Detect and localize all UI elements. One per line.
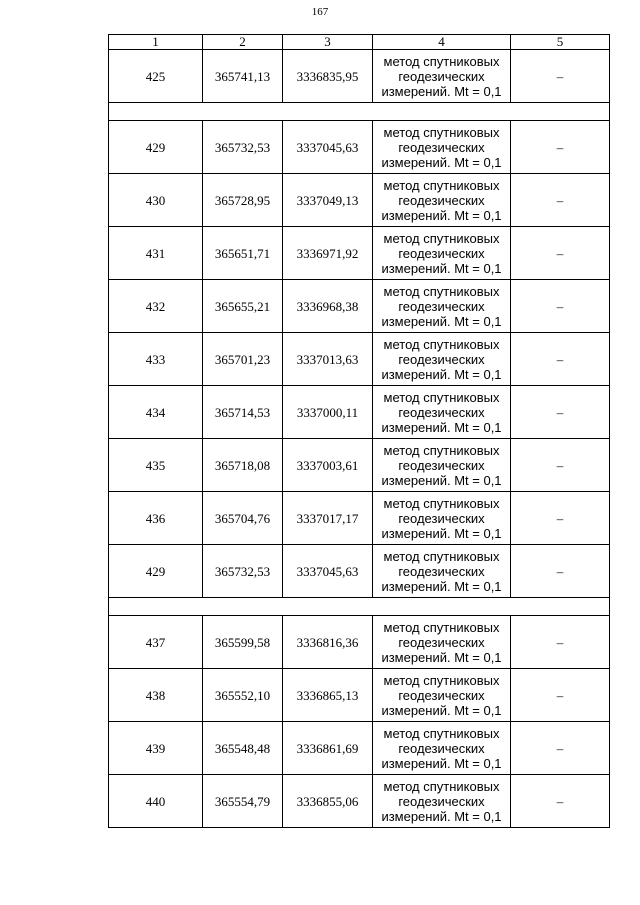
point-number-cell: 437 (109, 616, 203, 669)
table-row (109, 121, 610, 174)
method-line: геодезических (398, 192, 485, 208)
x-coordinate-cell: 365599,58 (203, 616, 283, 669)
point-number-cell: 430 (109, 174, 203, 227)
x-coordinate-cell: 365701,23 (203, 333, 283, 386)
table-body (109, 35, 610, 828)
method-line: измерений. Mt = 0,1 (381, 525, 502, 541)
method-cell (373, 386, 511, 439)
page-number: 167 (311, 6, 329, 18)
method-line: измерений. Mt = 0,1 (381, 578, 502, 594)
method-line: метод спутниковых (383, 177, 500, 193)
y-coordinate-cell: 3336861,69 (283, 722, 373, 775)
table-row (109, 333, 610, 386)
method-line: метод спутниковых (383, 283, 500, 299)
table-row (109, 174, 610, 227)
table-row (109, 616, 610, 669)
method-line: измерений. Mt = 0,1 (381, 207, 502, 223)
table-row (109, 669, 610, 722)
method-line: метод спутниковых (383, 336, 500, 352)
method-line: геодезических (398, 139, 485, 155)
x-coordinate-cell: 365732,53 (203, 121, 283, 174)
method-line: геодезических (398, 740, 485, 756)
method-line: метод спутниковых (383, 548, 500, 564)
method-line: геодезических (398, 245, 485, 261)
table-row (109, 386, 610, 439)
point-number-cell: 429 (109, 545, 203, 598)
method-line: геодезических (398, 634, 485, 650)
x-coordinate-cell: 365651,71 (203, 227, 283, 280)
point-number-cell: 432 (109, 280, 203, 333)
note-cell: – (511, 280, 610, 333)
note-cell: – (511, 333, 610, 386)
y-coordinate-cell: 3336971,92 (283, 227, 373, 280)
y-coordinate-cell: 3336816,36 (283, 616, 373, 669)
y-coordinate-cell: 3337045,63 (283, 545, 373, 598)
method-line: метод спутниковых (383, 619, 500, 635)
x-coordinate-cell: 365552,10 (203, 669, 283, 722)
method-line: метод спутниковых (383, 672, 500, 688)
method-cell (373, 545, 511, 598)
note-cell: – (511, 722, 610, 775)
method-line: измерений. Mt = 0,1 (381, 702, 502, 718)
point-number-cell: 440 (109, 775, 203, 828)
note-cell: – (511, 439, 610, 492)
method-cell (373, 227, 511, 280)
note-cell: – (511, 669, 610, 722)
y-coordinate-cell: 3336865,13 (283, 669, 373, 722)
header-cell-3: 3 (283, 35, 373, 50)
method-cell (373, 121, 511, 174)
method-cell (373, 439, 511, 492)
separator-cell (109, 103, 610, 121)
method-line: измерений. Mt = 0,1 (381, 472, 502, 488)
note-cell: – (511, 386, 610, 439)
point-number-cell: 438 (109, 669, 203, 722)
point-number-cell: 425 (109, 50, 203, 103)
method-line: геодезических (398, 298, 485, 314)
method-line: геодезических (398, 563, 485, 579)
x-coordinate-cell: 365548,48 (203, 722, 283, 775)
method-line: метод спутниковых (383, 778, 500, 794)
x-coordinate-cell: 365704,76 (203, 492, 283, 545)
note-cell: – (511, 121, 610, 174)
coordinates-table (108, 34, 610, 828)
header-cell-5: 5 (511, 35, 610, 50)
note-cell: – (511, 545, 610, 598)
method-cell (373, 669, 511, 722)
header-cell-2: 2 (203, 35, 283, 50)
table-row (109, 439, 610, 492)
coordinates-table-container (108, 34, 609, 828)
point-number-cell: 436 (109, 492, 203, 545)
method-cell (373, 722, 511, 775)
method-line: геодезических (398, 687, 485, 703)
method-cell (373, 492, 511, 545)
x-coordinate-cell: 365554,79 (203, 775, 283, 828)
method-cell (373, 174, 511, 227)
table-row (109, 492, 610, 545)
method-cell (373, 280, 511, 333)
method-line: метод спутниковых (383, 495, 500, 511)
header-cell-4: 4 (373, 35, 511, 50)
table-row (109, 227, 610, 280)
method-line: измерений. Mt = 0,1 (381, 313, 502, 329)
point-number-cell: 431 (109, 227, 203, 280)
y-coordinate-cell: 3336855,06 (283, 775, 373, 828)
point-number-cell: 434 (109, 386, 203, 439)
y-coordinate-cell: 3337045,63 (283, 121, 373, 174)
separator-cell (109, 598, 610, 616)
method-line: геодезических (398, 457, 485, 473)
y-coordinate-cell: 3336968,38 (283, 280, 373, 333)
note-cell: – (511, 50, 610, 103)
note-cell: – (511, 492, 610, 545)
method-line: метод спутниковых (383, 389, 500, 405)
method-line: геодезических (398, 510, 485, 526)
note-cell: – (511, 775, 610, 828)
x-coordinate-cell: 365714,53 (203, 386, 283, 439)
point-number-cell: 429 (109, 121, 203, 174)
method-line: измерений. Mt = 0,1 (381, 419, 502, 435)
note-cell: – (511, 227, 610, 280)
header-row (109, 35, 610, 50)
x-coordinate-cell: 365718,08 (203, 439, 283, 492)
method-line: геодезических (398, 351, 485, 367)
header-cell-1: 1 (109, 35, 203, 50)
x-coordinate-cell: 365732,53 (203, 545, 283, 598)
point-number-cell: 433 (109, 333, 203, 386)
method-cell (373, 616, 511, 669)
method-line: метод спутниковых (383, 725, 500, 741)
method-line: измерений. Mt = 0,1 (381, 154, 502, 170)
method-line: метод спутниковых (383, 230, 500, 246)
method-line: измерений. Mt = 0,1 (381, 83, 502, 99)
note-cell: – (511, 616, 610, 669)
table-row (109, 722, 610, 775)
x-coordinate-cell: 365655,21 (203, 280, 283, 333)
separator-row (109, 103, 610, 121)
method-line: метод спутниковых (383, 124, 500, 140)
x-coordinate-cell: 365728,95 (203, 174, 283, 227)
y-coordinate-cell: 3337017,17 (283, 492, 373, 545)
method-line: геодезических (398, 793, 485, 809)
method-line: измерений. Mt = 0,1 (381, 649, 502, 665)
method-cell (373, 775, 511, 828)
method-line: метод спутниковых (383, 53, 500, 69)
method-line: геодезических (398, 404, 485, 420)
method-line: измерений. Mt = 0,1 (381, 366, 502, 382)
table-row (109, 50, 610, 103)
method-cell (373, 50, 511, 103)
point-number-cell: 435 (109, 439, 203, 492)
separator-row (109, 598, 610, 616)
y-coordinate-cell: 3337049,13 (283, 174, 373, 227)
y-coordinate-cell: 3336835,95 (283, 50, 373, 103)
note-cell: – (511, 174, 610, 227)
x-coordinate-cell: 365741,13 (203, 50, 283, 103)
method-cell (373, 333, 511, 386)
method-line: геодезических (398, 68, 485, 84)
method-line: измерений. Mt = 0,1 (381, 755, 502, 771)
table-row (109, 545, 610, 598)
method-line: измерений. Mt = 0,1 (381, 808, 502, 824)
method-line: метод спутниковых (383, 442, 500, 458)
y-coordinate-cell: 3337000,11 (283, 386, 373, 439)
y-coordinate-cell: 3337013,63 (283, 333, 373, 386)
method-line: измерений. Mt = 0,1 (381, 260, 502, 276)
table-row (109, 280, 610, 333)
table-row (109, 775, 610, 828)
point-number-cell: 439 (109, 722, 203, 775)
y-coordinate-cell: 3337003,61 (283, 439, 373, 492)
